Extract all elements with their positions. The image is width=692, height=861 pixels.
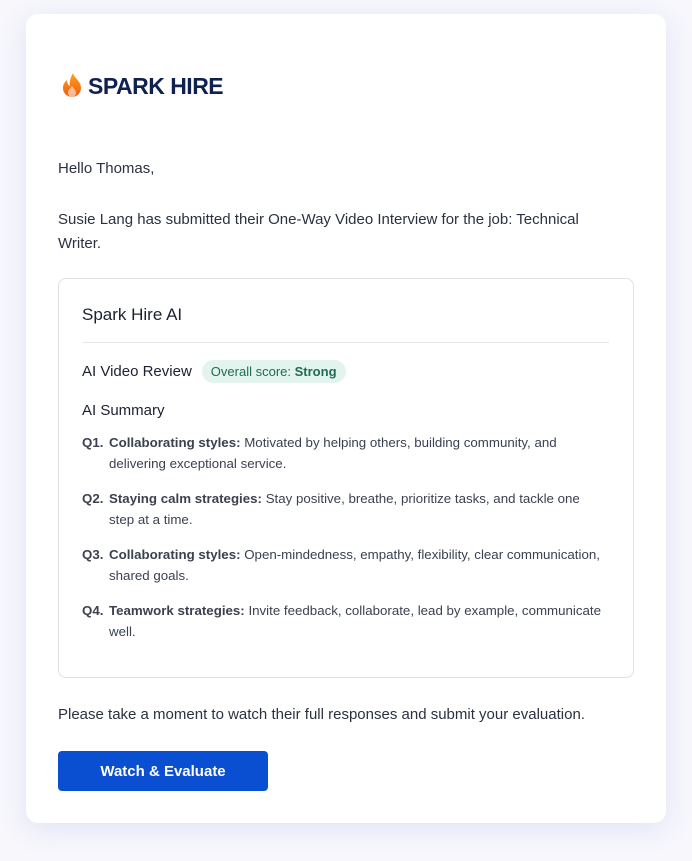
spark-hire-logo (60, 72, 223, 100)
question-topic: Collaborating styles: (109, 435, 241, 450)
watch-evaluate-button[interactable]: Watch & Evaluate (58, 751, 268, 791)
question-item (82, 488, 602, 530)
question-topic: Staying calm strategies: (109, 491, 262, 506)
score-prefix: Overall score: (210, 364, 291, 379)
question-item (82, 544, 602, 586)
flame-icon (60, 72, 84, 100)
question-topic: Teamwork strategies: (109, 603, 245, 618)
summary-title: AI Summary (82, 402, 165, 419)
question-text: Invite feedback, collaborate, lead by example, communicate well. (109, 603, 601, 639)
review-label: AI Video Review (82, 363, 192, 380)
question-topic: Collaborating styles: (109, 547, 241, 562)
brand-name: SPARK HIRE (88, 72, 224, 99)
question-text: Motivated by helping others, building community, and delivering exceptional service. (109, 435, 557, 471)
score-badge (202, 360, 346, 383)
score-value: Strong (294, 364, 337, 379)
divider (82, 342, 609, 343)
email-card (26, 14, 666, 823)
question-number: Q3. (82, 547, 104, 562)
question-number: Q2. (82, 491, 104, 506)
question-list (82, 432, 602, 656)
ai-summary-box (58, 278, 634, 678)
outro-text: Please take a moment to watch their full responses and submit your evaluation. (58, 706, 585, 723)
greeting: Hello Thomas, (58, 160, 155, 177)
intro-text: Susie Lang has submitted their One-Way Video Interview for the job: Technical Writer. (58, 211, 579, 252)
question-item (82, 600, 602, 642)
question-text: Open-mindedness, empathy, flexibility, clear communication, shared goals. (109, 547, 600, 583)
question-number: Q4. (82, 603, 104, 618)
question-item (82, 432, 602, 474)
ai-video-review (82, 360, 346, 383)
box-title: Spark Hire AI (82, 305, 183, 324)
question-text: Stay positive, breathe, prioritize tasks, and tackle one step at a time. (109, 491, 580, 527)
question-number: Q1. (82, 435, 104, 450)
